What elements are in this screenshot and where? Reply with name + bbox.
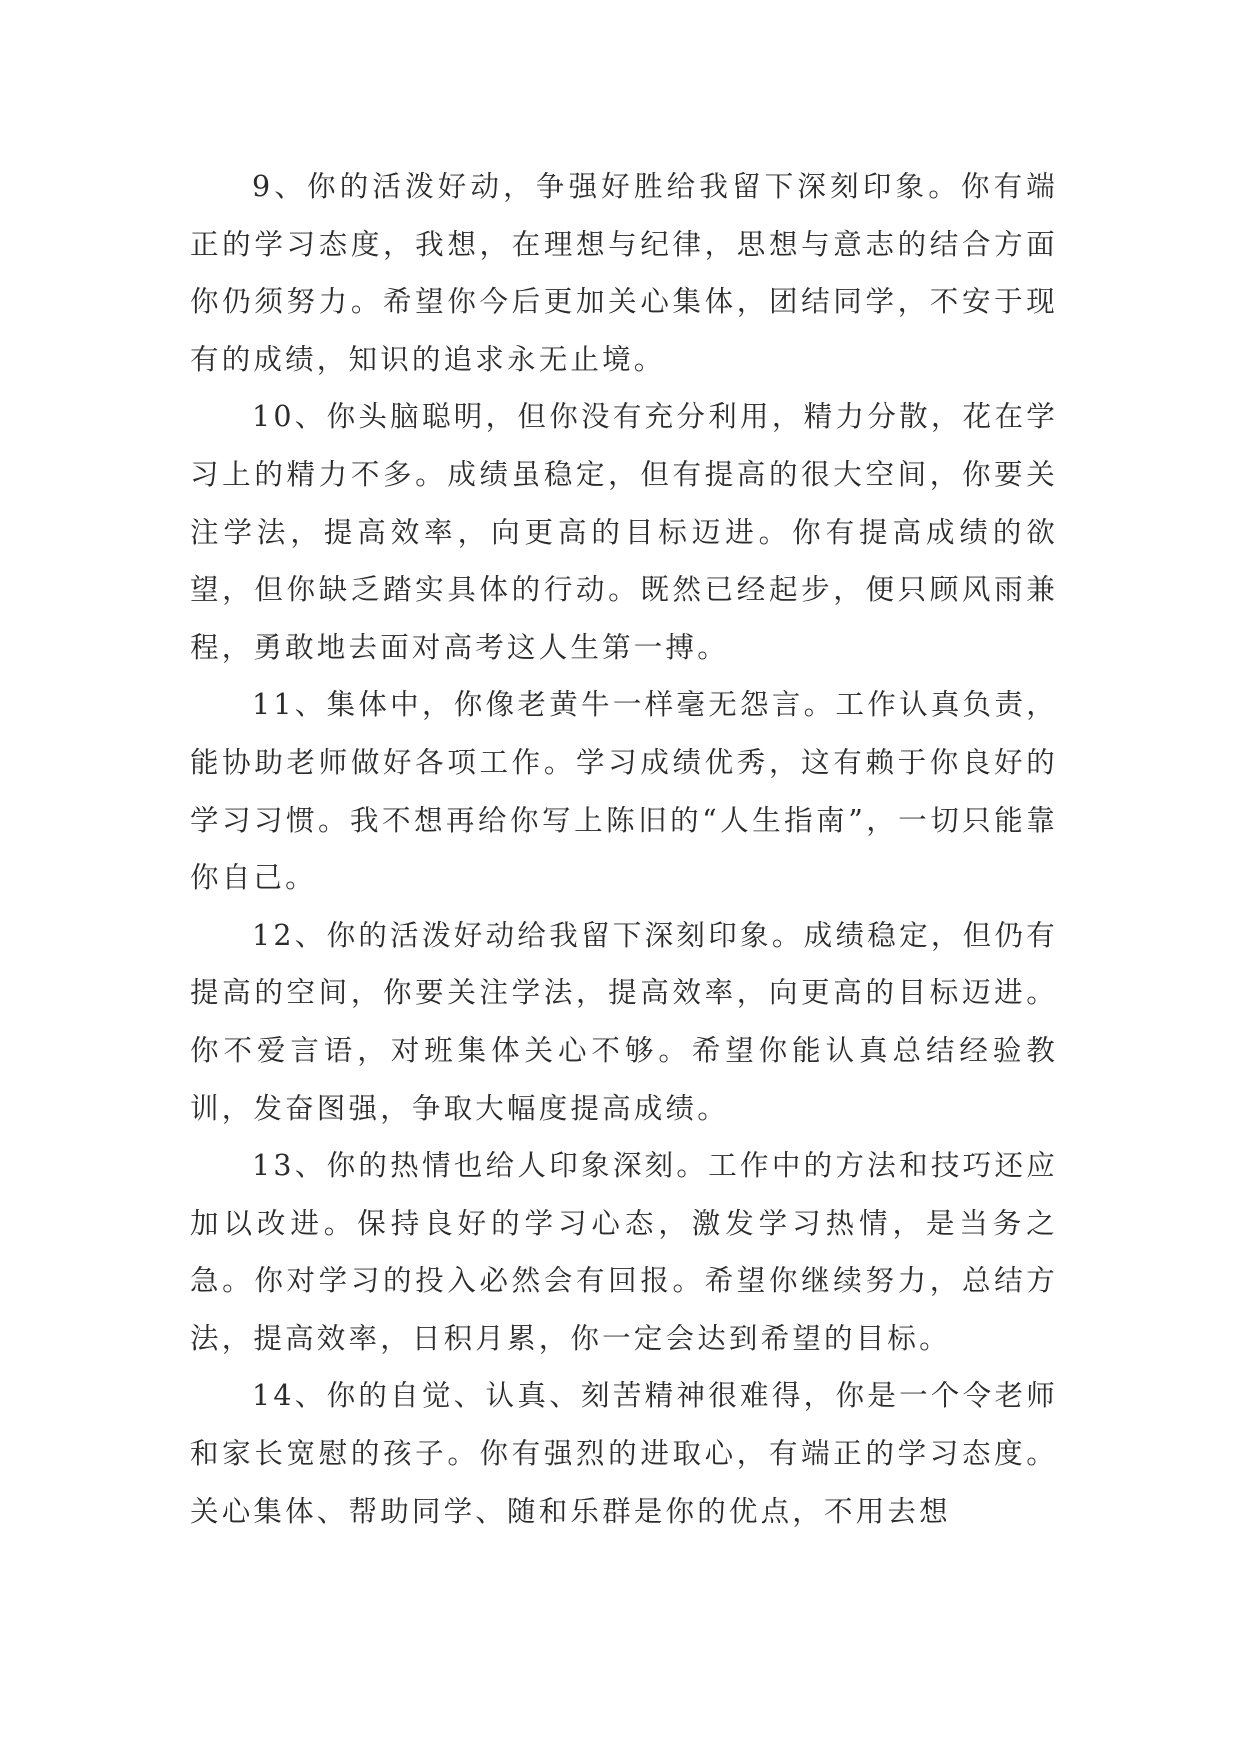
document-body bbox=[190, 158, 1058, 1540]
paragraph-9: 9、你的活泼好动，争强好胜给我留下深刻印象。你有端正的学习态度，我想，在理想与纪律，思想与意志的结合方面你仍须努力。希望你今后更加关心集体，团结同学，不安于现有的成绩，知识的追求永无止境。 bbox=[190, 170, 1058, 376]
paragraph-11: 11、集体中，你像老黄牛一样毫无怨言。工作认真负责，能协助老师做好各项工作。学习成绩优秀，这有赖于你良好的学习习惯。我不想再给你写上陈旧的“人生指南”，一切只能靠你自己。 bbox=[190, 688, 1058, 895]
paragraph-14: 14、你的自觉、认真、刻苦精神很难得，你是一个令老师和家长宽慰的孩子。你有强烈的进取心，有端正的学习态度。关心集体、帮助同学、随和乐群是你的优点，不用去想 bbox=[190, 1379, 1058, 1528]
paragraph-10: 10、你头脑聪明，但你没有充分利用，精力分散，花在学习上的精力不多。成绩虽稳定，但有提高的很大空间，你要关注学法，提高效率，向更高的目标迈进。你有提高成绩的欲望，但你缺乏踏实具体的行动。既然已经起步，便只顾风雨兼程，勇敢地去面对高考这人生第一搏。 bbox=[190, 400, 1058, 664]
paragraph-12: 12、你的活泼好动给我留下深刻印象。成绩稳定，但仍有提高的空间，你要关注学法，提高效率，向更高的目标迈进。你不爱言语，对班集体关心不够。希望你能认真总结经验教训，发奋图强，争取大幅度提高成绩。 bbox=[190, 918, 1058, 1125]
paragraph-13: 13、你的热情也给人印象深刻。工作中的方法和技巧还应加以改进。保持良好的学习心态，激发学习热情，是当务之急。你对学习的投入必然会有回报。希望你继续努力，总结方法，提高效率，日积月累，你一定会达到希望的目标。 bbox=[190, 1149, 1058, 1355]
